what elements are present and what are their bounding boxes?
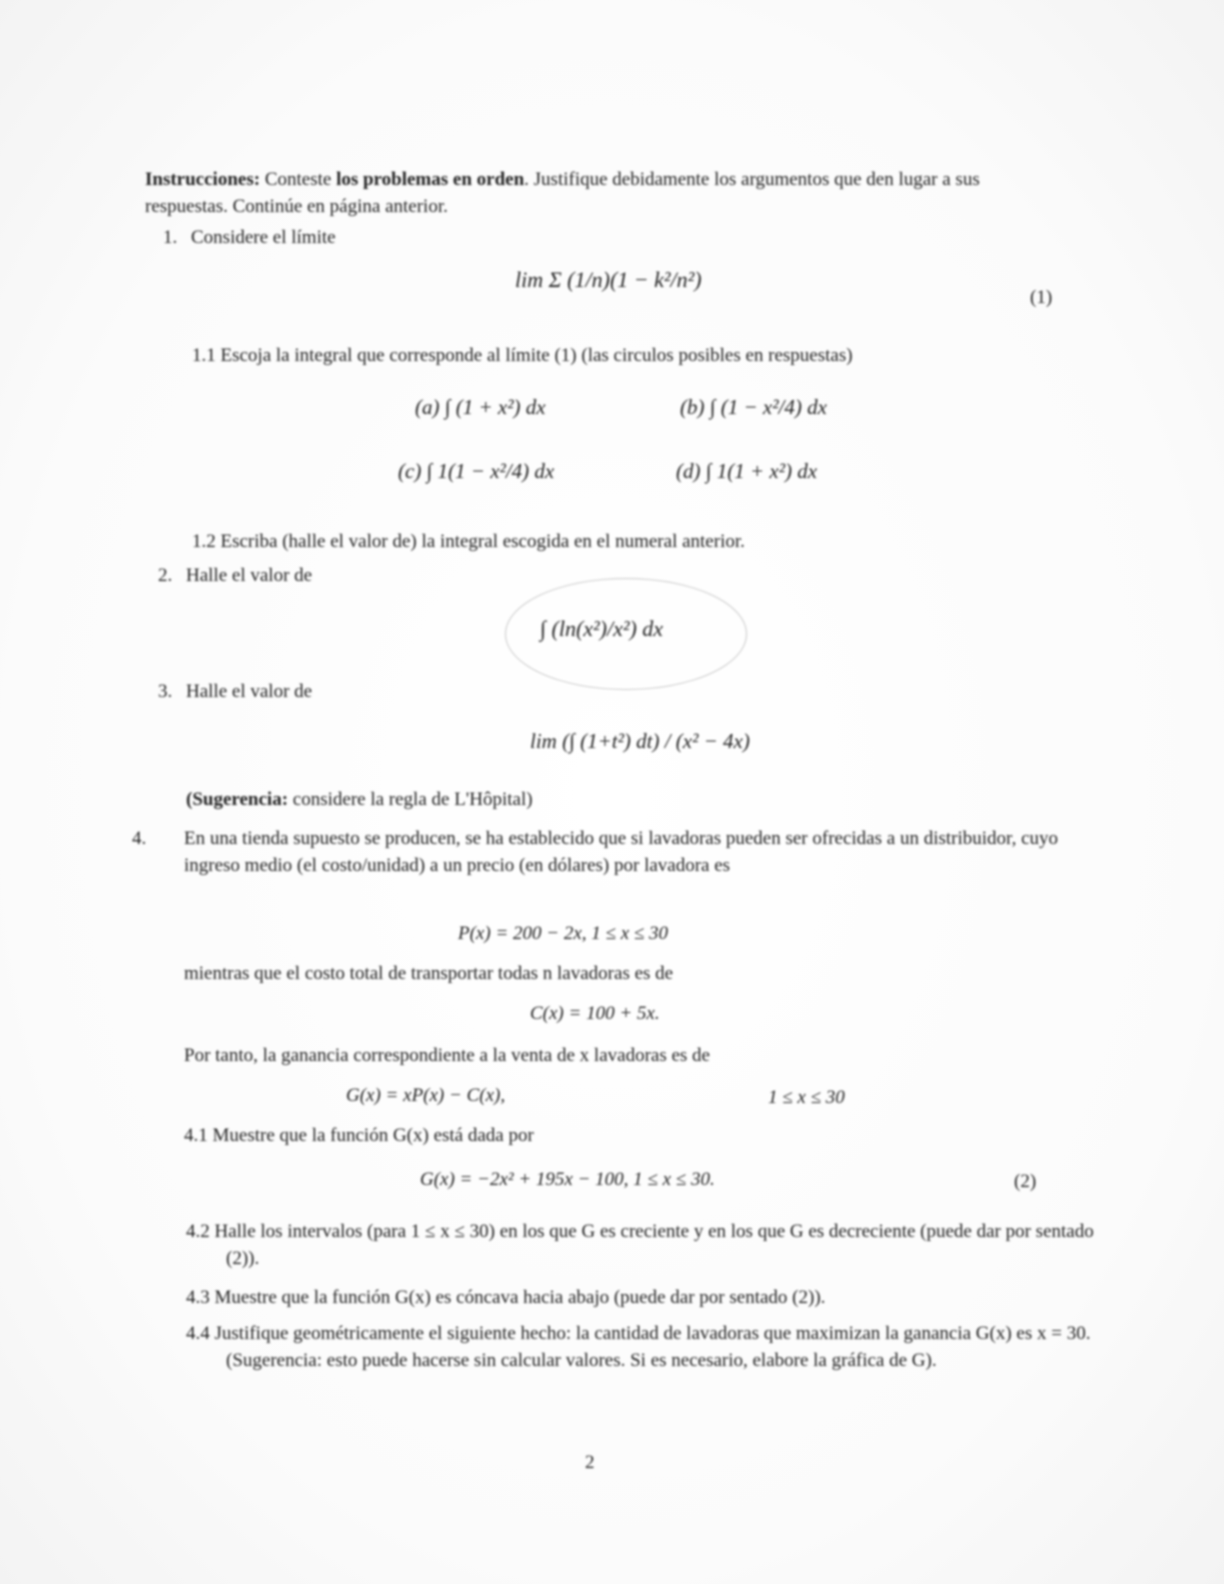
option-c: (c) ∫ 1(1 − x²/4) dx: [398, 459, 555, 483]
formula-price: P(x) = 200 − 2x, 1 ≤ x ≤ 30: [458, 923, 669, 944]
instructions: Instrucciones: Conteste los problemas en orden. Justifique debidamente los argumentos que den lugar a sus respuestas. Continúe en página anterior.: [145, 169, 980, 217]
problem-4-text-3: Por tanto, la ganancia correspondiente a la venta de x lavadoras es de: [184, 1045, 710, 1066]
option-b: (b) ∫ (1 − x²/4) dx: [680, 395, 827, 419]
problem-3-heading: 3. Halle el valor de: [158, 681, 313, 702]
page-number: 2: [585, 1452, 595, 1473]
formula-profit: G(x) = xP(x) − C(x),: [346, 1085, 506, 1106]
equation-number-2: (2): [1014, 1171, 1037, 1192]
problem-4-part-4: 4.4 Justifique geométricamente el siguiente hecho: la cantidad de lavadoras que maximizan la ganancia G(x) es x = 30. (Sugerencia: esto puede hacerse sin calcular valores. Si es necesario, elabore la gráfica de G).: [186, 1323, 1091, 1371]
problem-4-part-1: 4.1 Muestre que la función G(x) está dada por: [184, 1125, 534, 1146]
problem-1-heading: 1. Considere el límite: [163, 227, 336, 248]
option-a: (a) ∫ (1 + x²) dx: [415, 395, 546, 419]
problem-2-heading: 2. Halle el valor de: [158, 565, 313, 586]
problem-4-text-2: mientras que el costo total de transportar todas n lavadoras es de: [184, 963, 674, 984]
problem-4-part-2: 4.2 Halle los intervalos (para 1 ≤ x ≤ 30) en los que G es creciente y en los que G es decreciente (puede dar por sentado (2)).: [186, 1221, 1094, 1269]
problem-4-text: 4. En una tienda supuesto se producen, se ha establecido que si lavadoras pueden ser ofrecidas a un distribuidor, cuyo ingreso medio (el costo/unidad) a un precio (en dólares) por lavadora es: [132, 828, 1059, 876]
equation-number-1: (1): [1030, 287, 1053, 308]
problem-3-hint: (Sugerencia: considere la regla de L'Hôpital): [186, 789, 533, 810]
problem-4-part-3: 4.3 Muestre que la función G(x) es cóncava hacia abajo (puede dar por sentado (2)).: [186, 1287, 826, 1308]
problem-1-part-1: 1.1 Escoja la integral que corresponde al límite (1) (las circulos posibles en respuestas): [192, 345, 853, 366]
formula-profit-range: 1 ≤ x ≤ 30: [768, 1087, 845, 1108]
option-d: (d) ∫ 1(1 + x²) dx: [676, 459, 818, 483]
formula-cost: C(x) = 100 + 5x.: [530, 1003, 660, 1024]
formula-profit-expanded: G(x) = −2x² + 195x − 100, 1 ≤ x ≤ 30.: [420, 1169, 715, 1190]
problem-3-formula: lim (∫ (1+t²) dt) / (x² − 4x): [530, 729, 750, 753]
instructions-label: Instrucciones:: [145, 169, 261, 190]
problem-1-formula: lim Σ (1/n)(1 − k²/n²): [515, 267, 702, 292]
problem-2-formula: ∫ (ln(x²)/x²) dx: [540, 616, 664, 641]
problem-1-part-2: 1.2 Escriba (halle el valor de) la integral escogida en el numeral anterior.: [192, 531, 745, 552]
